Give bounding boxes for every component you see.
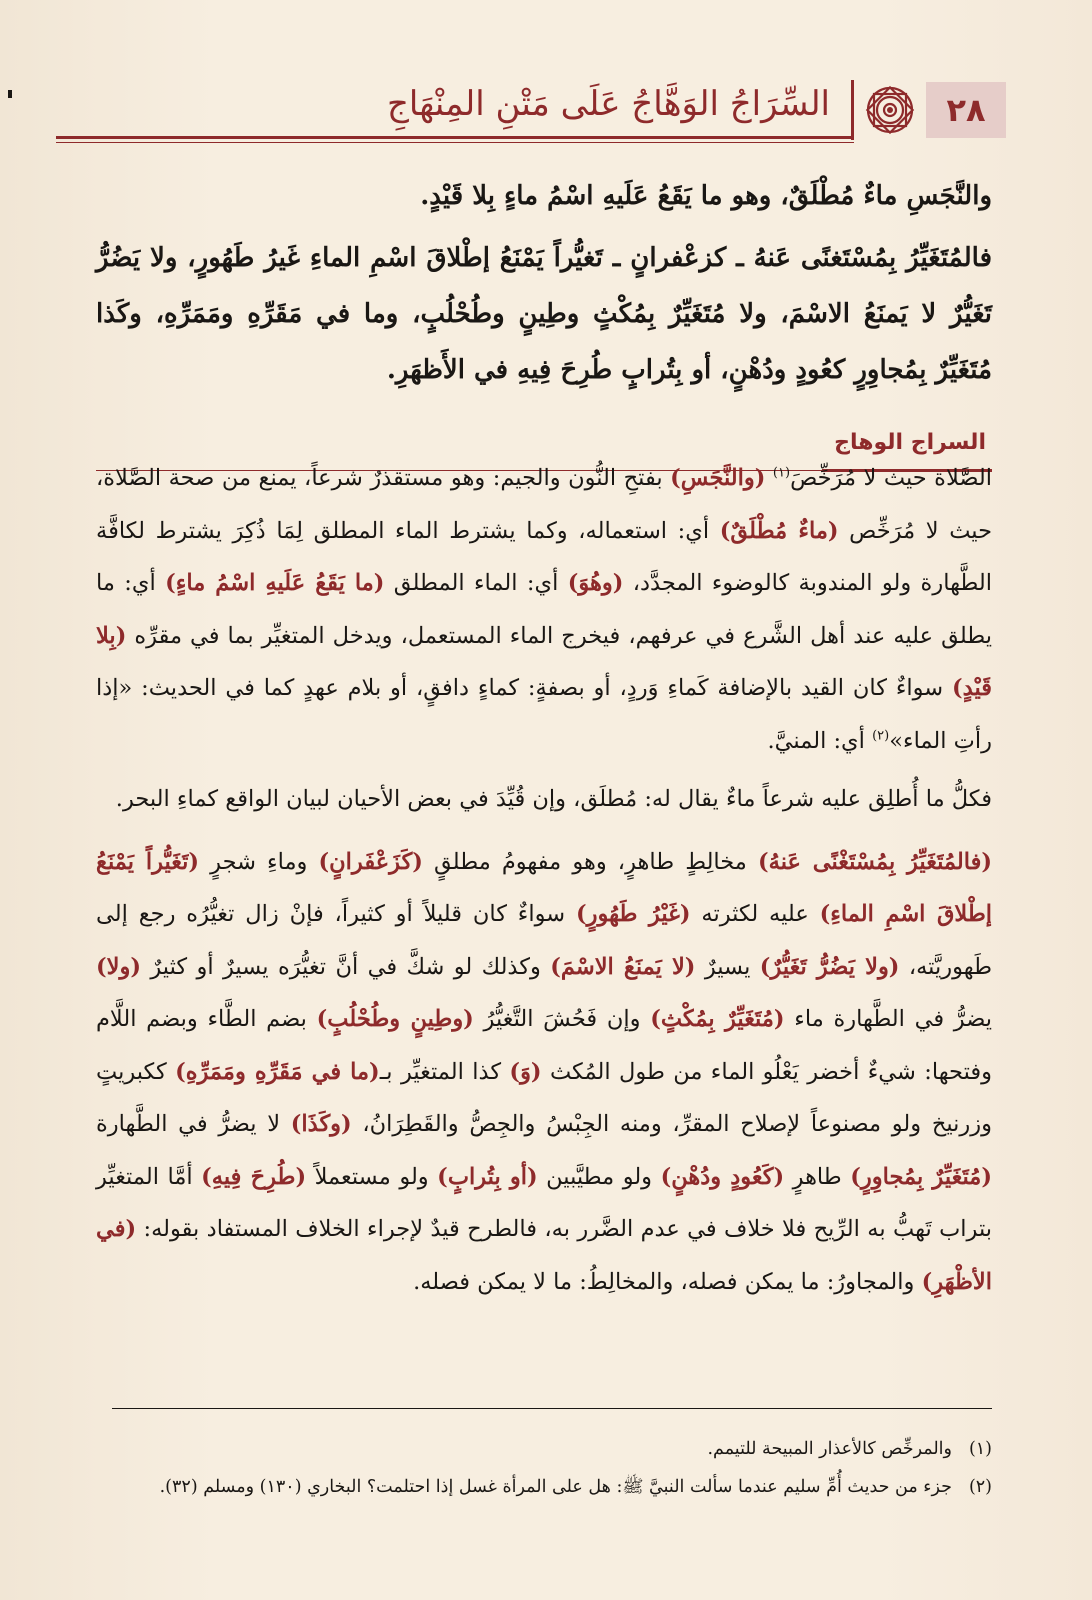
text-run: طاهرٍ bbox=[784, 1163, 851, 1190]
text-run bbox=[765, 465, 773, 491]
matn-quote: (وهُوَ) bbox=[567, 570, 624, 596]
sharh-paragraph-2: فكلُّ ما أُطلِق عليه شرعاً ماءٌ يقال له: مُطلَق، وإن قُيِّدَ في بعض الأحيان لبيان الواقع كماءِ البحر. bbox=[115, 786, 992, 812]
matn-quote: (ما في مَقَرِّهِ ومَمَرِّهِ) bbox=[175, 1058, 380, 1085]
header-divider bbox=[851, 80, 854, 140]
sharh-heading: السراج الوهاج bbox=[834, 430, 986, 455]
text-run: يسيرٌ bbox=[695, 953, 760, 980]
matn-quote: (تَغَيُّراً يَمْنَعُ إطْلاقَ اسْمِ الماءِ) bbox=[96, 848, 992, 927]
footnotes bbox=[92, 1430, 992, 1506]
matn-quote: (والنَّجَسِ) bbox=[670, 465, 766, 491]
matn-quote: (طُرِحَ فِيهِ) bbox=[201, 1163, 307, 1190]
sharh-paragraph-1 bbox=[96, 452, 992, 767]
matn-quote: (كَزَعْفَرانٍ) bbox=[318, 848, 423, 875]
matn-quote: (وَ) bbox=[509, 1058, 542, 1085]
text-run: لا يضرُّ في الطَّهارة bbox=[96, 1111, 291, 1137]
footnote-number: (١) bbox=[968, 1439, 992, 1459]
footnote-text: والمرخِّص كالأعذار المبيحة للتيمم. bbox=[707, 1439, 952, 1459]
text-run: بفتحِ النُّون والجيم: وهو مستقذرٌ شرعاً، يمنع من صحة الصَّلاة، حيث لا مُرَخِّص bbox=[96, 465, 992, 544]
footnote-separator bbox=[112, 1408, 992, 1409]
text-run: وماءِ شجرٍ bbox=[199, 848, 319, 875]
text-run: ككبريتٍ وزرنيخ ولو مصنوعاً لإصلاح المقرِّ، ومنه الجِبْسُ والجِصُّ والقَطِرَانُ، bbox=[96, 1058, 992, 1137]
sharh-paragraph-3 bbox=[96, 836, 992, 1309]
page-header bbox=[56, 78, 1006, 148]
matn-text bbox=[96, 168, 992, 404]
book-title: السِّرَاجُ الوَهَّاجُ عَلَى مَتْنِ المِنْهَاجِ bbox=[386, 84, 830, 124]
text-run: أي: المنيَّ. bbox=[767, 727, 873, 754]
text-run: سواءٌ كان القيد بالإضافة كَماءِ وَردٍ، أو بصفةٍ: كماءٍ دافقٍ، أو بلام عهدٍ كما في الحديث: «إذا رأتِ الماء» bbox=[96, 675, 992, 754]
page-number: ٢٨ bbox=[926, 82, 1006, 138]
footnote-1 bbox=[92, 1430, 992, 1468]
matn-quote: (فالمُتَغَيِّرُ بِمُسْتَغْنًى عَنهُ) bbox=[757, 848, 992, 875]
footnote-2 bbox=[92, 1468, 992, 1506]
footnote-ref-1[interactable]: (١) bbox=[772, 465, 791, 481]
footnote-number: (٢) bbox=[968, 1477, 992, 1497]
text-run: أي: الماء المطلق bbox=[384, 570, 568, 596]
matn-quote: (ولا) bbox=[96, 953, 141, 980]
text-run: أي: ما يطلق عليه عند أهل الشَّرع في عرفهم، فيخرج الماء المستعمل، ويدخل المتغيِّر بما في مقرِّه bbox=[96, 570, 992, 649]
footnote-ref-2[interactable]: (٢) bbox=[872, 728, 890, 743]
text-run: الصَّلاة حيث لا مُرَخِّصَ bbox=[790, 465, 993, 491]
matn-paragraph-2: فالمُتَغَيِّرُ بِمُسْتَغنًى عَنهُ ـ كزعْفرانٍ ـ تَغيُّراً يَمْنَعُ إطْلاقَ اسْمِ الماءِ غَيرُ طَهُورٍ، ولا يَضُرُّ تَغَيُّرٌ لا يَمنَعُ الاسْمَ، ولا مُتَغَيِّرٌ بِمُكْثٍ وطِينٍ وطُحْلُبٍ، وما في مَقَرِّهِ ومَمَرِّهِ، وكَذا مُتَغَيِّرٌ بِمُجاوِرٍ كعُودٍ ودُهْنٍ، أو بِتُرابٍ طُرِحَ فِيهِ في الأَظهَرِ. bbox=[96, 243, 992, 385]
text-run: ولو مستعملاً bbox=[306, 1163, 438, 1190]
footnote-text: جزء من حديث أُمِّ سليم عندما سألت النبيَّ ﷺ: هل على المرأة غسل إذا احتلمت؟ البخاري (١٣٠) ومسلم (٣٢). bbox=[159, 1477, 952, 1497]
text-run: ولو مطيَّبين bbox=[537, 1163, 661, 1190]
text-run: وكذلك لو شكَّ في أنَّ تغيُّرَه يسيرٌ أو كثيرٌ bbox=[141, 953, 551, 980]
matn-quote: (أو بِتُرابٍ) bbox=[437, 1163, 538, 1190]
text-run: بضم الطَّاء وبضم اللَّام وفتحها: شيءٌ أخضر يَعْلُو الماء من طول المُكث bbox=[96, 1006, 992, 1085]
text-run: وإن فَحُشَ التَّغيُّرُ bbox=[473, 1006, 651, 1032]
rosette-ornament-icon bbox=[862, 82, 918, 138]
matn-quote: (ولا يَضُرُّ تَغَيُّرٌ) bbox=[759, 953, 900, 980]
matn-quote: (في الأظْهَرِ) bbox=[96, 1216, 992, 1295]
matn-quote: (وكَذَا) bbox=[290, 1111, 352, 1137]
matn-quote: (مُتَغَيِّرٌ بِمُجاوِرٍ) bbox=[850, 1163, 992, 1190]
sharh-text bbox=[96, 452, 992, 1314]
margin-mark bbox=[8, 90, 12, 98]
text-run: يضرُّ في الطَّهارة ماء bbox=[784, 1006, 992, 1032]
text-run: أمَّا المتغيِّر بتراب تَهبُّ به الرِّيح فلا خلاف في عدم الضَّرر به، فالطرح قيدٌ لإجراء الخلاف المستفاد بقوله: bbox=[96, 1163, 992, 1242]
matn-quote: (كَعُودٍ ودُهْنٍ) bbox=[660, 1163, 785, 1190]
matn-quote: (بِلا قَيْدٍ) bbox=[96, 622, 992, 701]
matn-quote: (وطِينٍ وطُحْلُبٍ) bbox=[316, 1006, 474, 1032]
text-run: كذا المتغيِّر بـ bbox=[379, 1058, 510, 1085]
matn-quote: (لا يَمنَعُ الاسْمَ) bbox=[550, 953, 696, 980]
matn-quote: (ماءٌ مُطْلَقٌ) bbox=[719, 517, 839, 544]
header-rule-thin bbox=[56, 142, 854, 143]
matn-quote: (ما يَقَعُ عَلَيهِ اسْمُ ماءٍ) bbox=[165, 570, 385, 596]
matn-quote: (غَيْرُ طَهُورٍ) bbox=[575, 901, 691, 927]
text-run: عليه لكثرته bbox=[690, 901, 820, 927]
matn-paragraph-1: والنَّجَسِ ماءٌ مُطْلَقٌ، وهو ما يَقَعُ عَلَيهِ اسْمُ ماءٍ بِلا قَيْدٍ. bbox=[420, 181, 992, 211]
matn-quote: (مُتَغَيِّرٌ بِمُكْثٍ) bbox=[650, 1006, 785, 1032]
text-run: مخالِطٍ طاهرٍ، وهو مفهومُ مطلقٍ bbox=[422, 848, 758, 875]
text-run: أي: استعماله، وكما يشترط الماء المطلق لِمَا ذُكِرَ يشترط لكافَّة الطَّهارة ولو المندوبة كالوضوء المجدَّد، bbox=[96, 517, 992, 596]
header-rule bbox=[56, 136, 854, 139]
text-run: والمجاورُ: ما يمكن فصله، والمخالِطُ: ما لا يمكن فصله. bbox=[413, 1268, 922, 1295]
text-run: سواءٌ كان قليلاً أو كثيراً، فإنْ زال تغيُّرُه رجع إلى طَهوريَّته، bbox=[96, 901, 992, 980]
